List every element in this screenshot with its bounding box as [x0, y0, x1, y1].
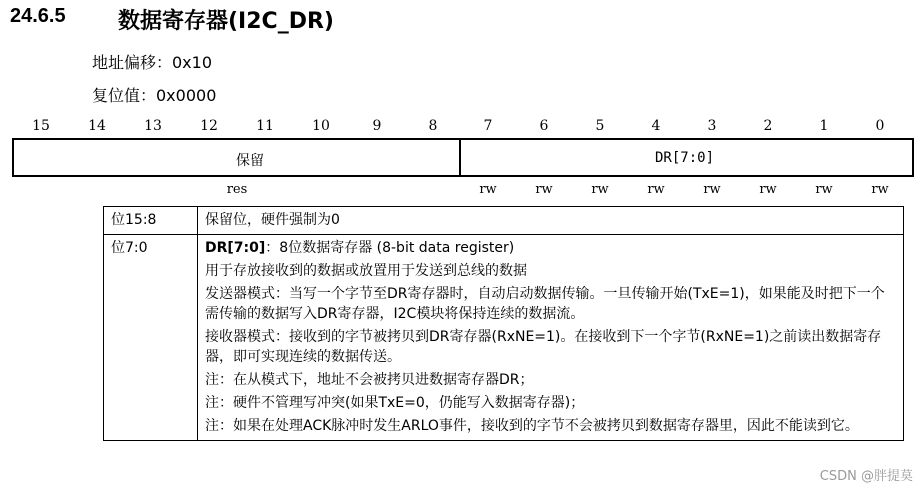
access-rw: rw — [479, 182, 497, 197]
bit-number: 15 — [32, 118, 50, 134]
description-paragraph: 接收器模式：接收到的字节被拷贝到DR寄存器(RxNE=1)。在接收到下一个字节(RxNE=1)之前读出数据寄存器，即可实现连续的数据传送。 — [205, 329, 882, 365]
field-reserved: 保留 — [236, 153, 264, 169]
bit-number: 14 — [88, 118, 106, 134]
address-offset: 地址偏移：0x10 — [92, 53, 213, 72]
bit-number: 5 — [595, 118, 605, 134]
access-rw: rw — [703, 182, 721, 197]
register-bitfield-box — [12, 138, 914, 177]
description-cell: 保留位，硬件强制为0 — [198, 207, 904, 235]
description-paragraph: 注：硬件不管理写冲突(如果TxE=0，仍能写入数据寄存器)； — [205, 395, 585, 411]
section-title: 数据寄存器(I2C_DR) — [118, 9, 334, 34]
bits-cell: 位7:0 — [104, 235, 198, 441]
description-paragraph: 注：如果在处理ACK脉冲时发生ARLO事件，接收到的字节不会被拷贝到数据寄存器里，因此不能读到它。 — [205, 418, 859, 434]
access-rw: rw — [759, 182, 777, 197]
dr-heading-rest: ：8位数据寄存器 (8-bit data register) — [265, 240, 515, 256]
dr-heading-bold: DR[7:0] — [205, 240, 266, 256]
bit-number: 13 — [144, 118, 162, 134]
bits-cell: 位15:8 — [104, 207, 198, 235]
description-paragraph: 注：在从模式下，地址不会被拷贝进数据寄存器DR； — [205, 372, 534, 388]
access-rw: rw — [871, 182, 889, 197]
description-paragraph: 发送器模式：当写一个字节至DR寄存器时，自动启动数据传输。一旦传输开始(TxE=1)，如果能及时把下一个需传输的数据写入DR寄存器，I2C模块将保持连续的数据流。 — [205, 286, 885, 322]
dr-heading — [205, 238, 897, 258]
bit-number: 1 — [819, 118, 829, 134]
access-rw: rw — [647, 182, 665, 197]
bit-number: 3 — [707, 118, 717, 134]
description-cell — [198, 235, 904, 441]
table-row — [104, 207, 904, 235]
access-reserved: res — [226, 182, 248, 197]
bit-number: 2 — [763, 118, 773, 134]
table-row — [104, 235, 904, 441]
bit-number: 0 — [875, 118, 885, 134]
bit-number: 8 — [428, 118, 438, 134]
bit-number: 10 — [312, 118, 330, 134]
watermark: CSDN @胖提莫 — [819, 469, 913, 484]
reset-value: 复位值：0x0000 — [92, 86, 217, 105]
bitfield-divider — [459, 138, 461, 177]
section-number: 24.6.5 — [10, 5, 66, 27]
field-dr: DR[7:0] — [655, 150, 715, 166]
bit-number: 12 — [200, 118, 218, 134]
description-paragraph: 用于存放接收到的数据或放置用于发送到总线的数据 — [205, 263, 527, 279]
bit-number: 9 — [372, 118, 382, 134]
bit-number: 4 — [651, 118, 661, 134]
bit-number: 7 — [483, 118, 493, 134]
bit-number: 6 — [539, 118, 549, 134]
bit-number: 11 — [256, 118, 274, 134]
access-rw: rw — [591, 182, 609, 197]
access-rw: rw — [535, 182, 553, 197]
access-rw: rw — [815, 182, 833, 197]
bit-description-table — [103, 206, 904, 441]
